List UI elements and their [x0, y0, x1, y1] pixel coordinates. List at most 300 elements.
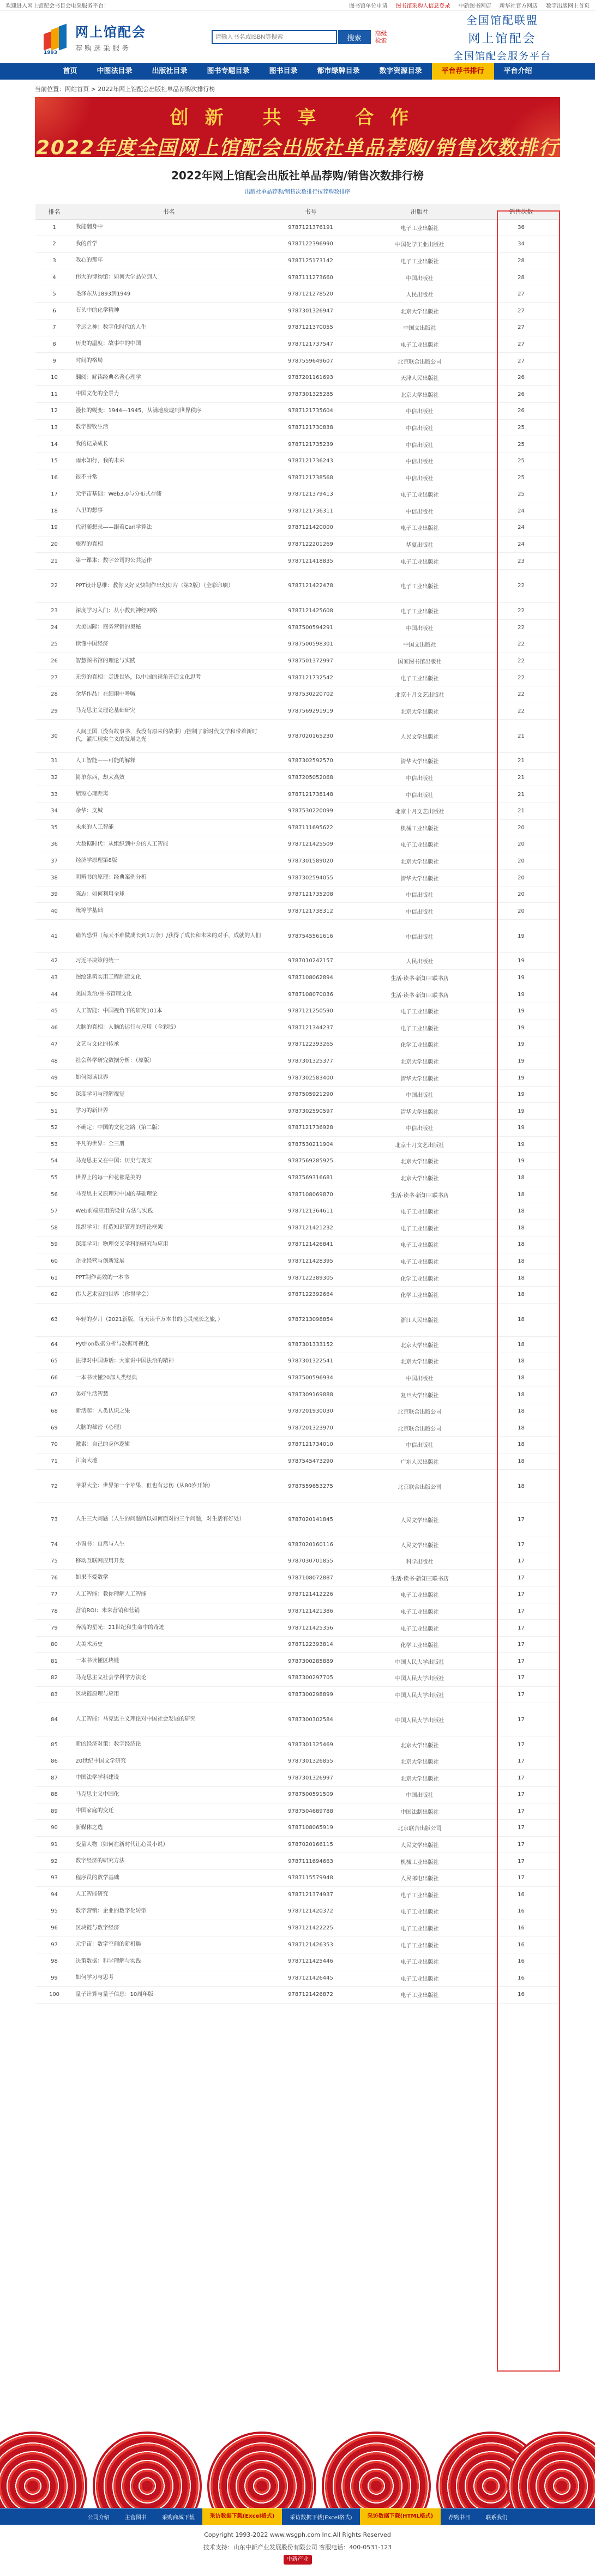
count-cell: 17	[483, 1770, 560, 1787]
title-cell[interactable]: 变量人物（如何在新时代让心灵小说）	[74, 1836, 265, 1853]
table-row	[35, 1420, 560, 1437]
table-row	[35, 1869, 560, 1886]
publisher-cell: 中信出版社	[357, 436, 483, 453]
table-row	[35, 1453, 560, 1470]
table-row	[35, 1936, 560, 1953]
title-cell[interactable]: 代码随想录——跟着Carl学算法	[74, 520, 265, 536]
title-cell[interactable]: 世界上的每一种花都是美的	[74, 1169, 265, 1186]
rank-cell: 26	[35, 653, 74, 669]
title-cell[interactable]: 漫长的蜕变：1944—1945，从满地废墟到世界秩序	[74, 403, 265, 420]
isbn-cell: 9787121737547	[265, 336, 357, 353]
count-cell: 17	[483, 1853, 560, 1870]
nav-item-publisher[interactable]: 出版社目录	[152, 67, 188, 75]
title-cell[interactable]: 无穷的真相：走进世界，以中国的视角开启文化思考	[74, 669, 265, 686]
title-cell[interactable]: 大脑的真相：人脑的运行与应用（全彩版）	[74, 1019, 265, 1036]
title-cell[interactable]: 移动互联网应用开发	[74, 1553, 265, 1570]
count-cell: 21	[483, 786, 560, 803]
title-cell[interactable]: 明辨书的原理：经典案例分析	[74, 870, 265, 886]
rank-cell: 82	[35, 1670, 74, 1687]
isbn-cell: 9787530211904	[265, 1136, 357, 1153]
title-cell[interactable]: 江南大地	[74, 1453, 265, 1470]
title-cell[interactable]: 苹果大全：世界第一个苹果，但也有悲伤（从80岁开始）	[74, 1470, 265, 1503]
publisher-cell: 中信出版社	[357, 1120, 483, 1137]
count-cell: 17	[483, 1803, 560, 1820]
count-cell: 19	[483, 986, 560, 1003]
title-cell[interactable]: 余华作品：在细雨中呼喊	[74, 686, 265, 703]
publisher-cell: 电子工业出版社	[357, 1903, 483, 1920]
table-row	[35, 1136, 560, 1153]
table-row	[35, 1186, 560, 1203]
publisher-cell: 电子工业出版社	[357, 569, 483, 602]
title-cell[interactable]: 智慧图书馆的理论与实践	[74, 653, 265, 669]
footer-link[interactable]: 采访数据下载(Excel格式)	[290, 2514, 352, 2521]
title-cell[interactable]: 数字游牧生活	[74, 419, 265, 436]
isbn-cell: 9787530220099	[265, 803, 357, 819]
title-cell[interactable]: 如果不爱数学	[74, 1570, 265, 1586]
isbn-cell: 9787020166115	[265, 1836, 357, 1853]
rank-cell: 48	[35, 1053, 74, 1070]
count-cell: 25	[483, 436, 560, 453]
title-cell[interactable]: PPT设计思维：教你又好又快制作出幻灯片（第2版）（全彩印刷）	[74, 569, 265, 602]
col-count-header: 销售次数	[483, 204, 560, 219]
isbn-cell: 9787108065919	[265, 1820, 357, 1837]
top-link[interactable]: 数字出版网上首页	[546, 3, 590, 9]
title-cell[interactable]: 习近平决策的统一	[74, 953, 265, 970]
table-row	[35, 1820, 560, 1837]
rank-cell: 24	[35, 619, 74, 636]
title-cell[interactable]: 痛苦恐惧（每天不难做成长到1万条）/获得了成长和未来的对手，成就的人们	[74, 920, 265, 953]
table-row	[35, 303, 560, 319]
rank-cell: 64	[35, 1336, 74, 1353]
rank-cell: 68	[35, 1403, 74, 1420]
title-cell[interactable]: 一本书读懂区块链	[74, 1653, 265, 1670]
publisher-cell: 电子工业出版社	[357, 486, 483, 503]
logo-subtitle: 荐购选采服务	[75, 45, 131, 53]
table-row	[35, 1403, 560, 1420]
title-cell[interactable]: 未来的人工智能	[74, 819, 265, 836]
ranking-table	[35, 204, 560, 2004]
publisher-cell: 北京大学出版社	[357, 1770, 483, 1787]
title-cell[interactable]: 组织学习：打造知识管理的理论框架	[74, 1220, 265, 1236]
count-cell: 28	[483, 269, 560, 286]
title-cell[interactable]: 历史的温度：故事中的中国	[74, 336, 265, 353]
title-cell[interactable]: 幸运之神：数字化时代的人生	[74, 319, 265, 336]
count-cell: 22	[483, 703, 560, 720]
rank-cell: 72	[35, 1470, 74, 1503]
nav-item-digital[interactable]: 数字资源目录	[379, 67, 422, 75]
table-row	[35, 520, 560, 536]
title-cell[interactable]: 人工智能研究	[74, 1886, 265, 1903]
top-link[interactable]: 中新图书网店	[458, 3, 491, 9]
table-row	[35, 1903, 560, 1920]
isbn-cell: 9787301326997	[265, 1770, 357, 1787]
footer-link[interactable]: 主营图书	[124, 2514, 147, 2521]
publisher-cell: 北京大学出版社	[357, 703, 483, 720]
title-cell[interactable]: 毛泽东从1893到1949	[74, 286, 265, 303]
title-cell[interactable]: 雨水知行，我的未来	[74, 453, 265, 469]
nav-item-clc[interactable]: 中图法目录	[97, 67, 133, 75]
title-cell[interactable]: 营销ROI：未来营销和营销	[74, 1603, 265, 1620]
publisher-cell: 电子工业出版社	[357, 1970, 483, 1987]
publisher-cell: 中信出版社	[357, 1437, 483, 1453]
publisher-cell: 中国人民大学出版社	[357, 1653, 483, 1670]
isbn-cell: 9787108072887	[265, 1570, 357, 1586]
rank-cell: 15	[35, 453, 74, 469]
rank-cell: 32	[35, 769, 74, 786]
search-button[interactable]: 搜索	[338, 30, 371, 44]
title-cell[interactable]: 奔流的星光：21世纪和生命中的奇迹	[74, 1620, 265, 1637]
rank-cell: 89	[35, 1803, 74, 1820]
title-cell[interactable]: 一本书读懂20部人类经典	[74, 1370, 265, 1386]
title-cell[interactable]: 旅程的真相	[74, 536, 265, 553]
count-cell: 18	[483, 1253, 560, 1270]
count-cell: 16	[483, 1987, 560, 2004]
table-row	[35, 769, 560, 786]
ranking-banner	[35, 97, 560, 157]
footer-link[interactable]: 采购商城下载	[161, 2514, 195, 2521]
publisher-cell: 电子工业出版社	[357, 1603, 483, 1620]
table-row	[35, 569, 560, 602]
count-cell: 21	[483, 720, 560, 753]
count-cell: 25	[483, 486, 560, 503]
publisher-cell: 清华大学出版社	[357, 870, 483, 886]
title-cell[interactable]: Web前端应用的设计方法与实践	[74, 1203, 265, 1220]
title-cell[interactable]: 新活起：人类认识之果	[74, 1403, 265, 1420]
top-link[interactable]: 图书馆采购人信息登录	[395, 3, 450, 9]
nav-item-about[interactable]: 平台介绍	[503, 67, 532, 75]
rank-cell: 44	[35, 986, 74, 1003]
publisher-cell: 浙江人民出版社	[357, 1303, 483, 1336]
title-cell[interactable]: 缩短心理距离	[74, 786, 265, 803]
table-row	[35, 1503, 560, 1536]
publisher-cell: 电子工业出版社	[357, 1987, 483, 2004]
table-row	[35, 986, 560, 1003]
title-cell[interactable]: 深度学习入门：从小数到神经网络	[74, 602, 265, 619]
title-cell[interactable]: 深度学习：物理交叉学科的研究与应用	[74, 1236, 265, 1253]
count-cell: 19	[483, 1136, 560, 1153]
rank-cell: 73	[35, 1503, 74, 1536]
title-cell[interactable]: 翻阅：解读经典名著心理学	[74, 369, 265, 386]
title-cell[interactable]: 第一课本：数字公司的公共运作	[74, 553, 265, 570]
count-cell: 21	[483, 769, 560, 786]
platform-name: 全国馆配会服务平台	[453, 51, 551, 62]
rank-cell: 37	[35, 853, 74, 870]
title-cell[interactable]: 时间的格局	[74, 353, 265, 370]
top-links	[342, 1, 590, 9]
publisher-cell: 北京大学出版社	[357, 303, 483, 319]
publisher-cell: 北京大学出版社	[357, 1053, 483, 1070]
publisher-cell: 北京十月文艺出版社	[357, 1136, 483, 1153]
rank-cell: 46	[35, 1019, 74, 1036]
isbn-cell: 9787559649607	[265, 353, 357, 370]
footer-link[interactable]: 荐购书目	[448, 2514, 471, 2521]
rank-cell: 96	[35, 1920, 74, 1936]
title-cell[interactable]: 区块链与数字经济	[74, 1920, 265, 1936]
title-cell[interactable]: 陈志：如何利用全球	[74, 886, 265, 903]
rank-cell: 100	[35, 1987, 74, 2004]
title-cell[interactable]: 人工智能：马克思主义理论对中国社会发展的研究	[74, 1703, 265, 1736]
title-cell[interactable]: 区块链原理与应用	[74, 1686, 265, 1703]
title-cell[interactable]: 如何阅读世界	[74, 1070, 265, 1087]
title-cell[interactable]: 企业经营与创新发展	[74, 1253, 265, 1270]
title-cell[interactable]: 简单东西，却太高效	[74, 769, 265, 786]
table-row	[35, 353, 560, 370]
table-row	[35, 903, 560, 920]
title-cell[interactable]: 很不寻常	[74, 469, 265, 486]
logo-title: 网上馆配会	[75, 25, 146, 40]
rank-cell: 40	[35, 903, 74, 920]
title-cell[interactable]: 学习的新世界	[74, 1103, 265, 1120]
count-cell: 21	[483, 753, 560, 770]
isbn-cell: 9787121376191	[265, 219, 357, 236]
publisher-cell: 生活·读书·新知三联书店	[357, 986, 483, 1003]
title-cell[interactable]: 马克思主义中国化	[74, 1787, 265, 1803]
rank-cell: 10	[35, 369, 74, 386]
publisher-cell: 中信出版社	[357, 769, 483, 786]
rank-cell: 85	[35, 1736, 74, 1753]
footer-link[interactable]: 采访数据下载(Excel格式)	[202, 2508, 283, 2525]
publisher-cell: 电子工业出版社	[357, 1586, 483, 1603]
isbn-cell: 9787125173142	[265, 252, 357, 269]
title-cell[interactable]: 我心的那年	[74, 252, 265, 269]
isbn-cell: 9787121418835	[265, 553, 357, 570]
title-cell[interactable]: 余华：文城	[74, 803, 265, 819]
table-row	[35, 553, 560, 570]
top-link[interactable]: 图书馆单位申请	[349, 3, 388, 9]
publisher-cell: 北京十月文艺出版社	[357, 803, 483, 819]
title-cell[interactable]: 大数据时代：从组织到中介的人工智能	[74, 836, 265, 853]
title-cell[interactable]: 大美国际：商务营销的奥秘	[74, 619, 265, 636]
count-cell: 17	[483, 1570, 560, 1586]
title-cell[interactable]: 激素：自己的身体逻辑	[74, 1437, 265, 1453]
table-row	[35, 720, 560, 753]
count-cell: 26	[483, 369, 560, 386]
isbn-cell: 9787569291919	[265, 703, 357, 720]
title-cell[interactable]: 中国法学学科建设	[74, 1770, 265, 1787]
table-row	[35, 1286, 560, 1303]
title-cell[interactable]: 马克思主义原理对中国的基础理论	[74, 1186, 265, 1203]
title-cell[interactable]: 人间王国（没有故事书，我没有原来的故事）/控制了新时代文学和带着新时代，灌汇现实主义的发展之光	[74, 720, 265, 753]
isbn-cell: 9787121736243	[265, 453, 357, 469]
rank-cell: 39	[35, 886, 74, 903]
title-cell[interactable]: 我的记录成长	[74, 436, 265, 453]
title-cell[interactable]: 统筹学基础	[74, 903, 265, 920]
rank-cell: 12	[35, 403, 74, 420]
publisher-cell: 电子工业出版社	[357, 1936, 483, 1953]
title-cell[interactable]: 法律对中国讲话：大家讲中国法治的精神	[74, 1353, 265, 1370]
rank-cell: 54	[35, 1153, 74, 1170]
isbn-cell: 9787309169888	[265, 1386, 357, 1403]
isbn-cell: 9787300297705	[265, 1670, 357, 1687]
title-cell[interactable]: 深度学习与理解视觉	[74, 1086, 265, 1103]
publisher-cell: 中信出版社	[357, 469, 483, 486]
isbn-cell: 9787020141845	[265, 1503, 357, 1536]
nav-item-book[interactable]: 图书目录	[269, 67, 298, 75]
advanced-search-link[interactable]: 高级检索	[375, 30, 387, 44]
title-cell[interactable]: 元宇宙：数字空间的新机遇	[74, 1936, 265, 1953]
isbn-cell: 9787030701855	[265, 1553, 357, 1570]
title-cell[interactable]: 20世纪中国文学研究	[74, 1753, 265, 1770]
table-row	[35, 236, 560, 253]
rank-cell: 81	[35, 1653, 74, 1670]
search-input[interactable]	[212, 30, 337, 44]
isbn-cell: 9787121426353	[265, 1936, 357, 1953]
count-cell: 20	[483, 836, 560, 853]
title-cell[interactable]: 人工智能：教你理解人工智能	[74, 1586, 265, 1603]
site-logo[interactable]	[44, 21, 146, 56]
count-cell: 19	[483, 969, 560, 986]
publisher-cell: 北京大学出版社	[357, 1353, 483, 1370]
publisher-cell: 电子工业出版社	[357, 836, 483, 853]
rank-cell: 76	[35, 1570, 74, 1586]
isbn-cell: 9787121736311	[265, 503, 357, 520]
table-row	[35, 1736, 560, 1753]
count-cell: 20	[483, 903, 560, 920]
title-cell[interactable]: 人生三大问题（人生的问题所以如何面对的三个问题，对生活有好处）	[74, 1503, 265, 1536]
table-row	[35, 1470, 560, 1503]
title-cell[interactable]: 美国政治/图书管理文化	[74, 986, 265, 1003]
isbn-cell: 9787121735604	[265, 403, 357, 420]
count-cell: 18	[483, 1336, 560, 1353]
count-cell: 16	[483, 1920, 560, 1936]
footer-link[interactable]: 公司介绍	[87, 2514, 110, 2521]
publisher-cell: 清华大学出版社	[357, 1070, 483, 1087]
title-cell[interactable]: 数字经济的研究方法	[74, 1853, 265, 1870]
publisher-cell: 电子工业出版社	[357, 520, 483, 536]
title-cell[interactable]: 马克思主义理论基础研究	[74, 703, 265, 720]
table-row	[35, 403, 560, 420]
table-row	[35, 836, 560, 853]
table-row	[35, 1953, 560, 1970]
title-cell[interactable]: 中国家庭的变迁	[74, 1803, 265, 1820]
publisher-cell: 人民文学出版社	[357, 720, 483, 753]
rank-cell: 53	[35, 1136, 74, 1153]
table-row	[35, 336, 560, 353]
title-cell[interactable]: 马克思主义在中国：历史与现实	[74, 1153, 265, 1170]
count-cell: 23	[483, 553, 560, 570]
title-cell[interactable]: 人工智能——可能的解释	[74, 753, 265, 770]
rank-cell: 92	[35, 1853, 74, 1870]
count-cell: 18	[483, 1236, 560, 1253]
nav-item-ranking[interactable]: 平台荐书排行	[432, 63, 494, 80]
title-cell[interactable]: PPT制作高效的一本书	[74, 1270, 265, 1287]
title-cell[interactable]: 美好生活智慧	[74, 1386, 265, 1403]
table-row	[35, 619, 560, 636]
title-cell[interactable]: 八里的想事	[74, 503, 265, 520]
rank-cell: 77	[35, 1586, 74, 1603]
publisher-cell: 电子工业出版社	[357, 252, 483, 269]
count-cell: 34	[483, 236, 560, 253]
count-cell: 17	[483, 1636, 560, 1653]
footer-link[interactable]: 采访数据下载(HTML格式)	[360, 2508, 441, 2525]
table-row	[35, 536, 560, 553]
count-cell: 27	[483, 319, 560, 336]
rank-cell: 49	[35, 1070, 74, 1087]
title-cell[interactable]: 数字营销：企业的数字化转型	[74, 1903, 265, 1920]
count-cell: 17	[483, 1553, 560, 1570]
count-cell: 22	[483, 569, 560, 602]
title-cell[interactable]: 图绘建筑实用工程制造文化	[74, 969, 265, 986]
publisher-cell: 人民出版社	[357, 286, 483, 303]
title-cell[interactable]: 马克思主义社会学科学方法论	[74, 1670, 265, 1687]
publisher-cell: 广东人民出版社	[357, 1453, 483, 1470]
rank-cell: 29	[35, 703, 74, 720]
title-cell[interactable]: 量子计算与量子信息：10周年版	[74, 1987, 265, 2004]
title-cell[interactable]: 人工智能：中国视角下的研究101本	[74, 1003, 265, 1019]
rank-cell: 83	[35, 1686, 74, 1703]
table-row	[35, 1386, 560, 1403]
count-cell: 18	[483, 1203, 560, 1220]
rank-cell: 4	[35, 269, 74, 286]
title-cell[interactable]: 伟大艺术家的世界（你得学会）	[74, 1286, 265, 1303]
footer-brand	[0, 2555, 595, 2565]
title-cell[interactable]: 中国文化的全景力	[74, 386, 265, 403]
title-cell[interactable]: 程序员的数学基础	[74, 1869, 265, 1886]
title-cell[interactable]: 如何学习与思考	[74, 1970, 265, 1987]
title-cell[interactable]: 我的哲学	[74, 236, 265, 253]
title-cell[interactable]: 新的经济对策：数字经济论	[74, 1736, 265, 1753]
isbn-cell: 9787121428395	[265, 1253, 357, 1270]
nav-item-green[interactable]: 都市绿牌目录	[317, 67, 360, 75]
table-row	[35, 1553, 560, 1570]
rank-cell: 58	[35, 1220, 74, 1236]
nav-item-home[interactable]: 首页	[63, 67, 77, 75]
count-cell: 18	[483, 1403, 560, 1420]
rank-cell: 79	[35, 1620, 74, 1637]
table-row	[35, 1253, 560, 1270]
title-cell[interactable]: 社会科学研究数据分析：（原版）	[74, 1053, 265, 1070]
title-cell[interactable]: 文艺与文化的传承	[74, 1036, 265, 1053]
rank-cell: 27	[35, 669, 74, 686]
title-cell[interactable]: 年轻的岁月（2021新版，每天读千万本书的心灵成长之旅，）	[74, 1303, 265, 1336]
title-cell[interactable]: 伟大的博物馆：如何大学品位到人	[74, 269, 265, 286]
title-cell[interactable]: Python数据分析与数据可视化	[74, 1336, 265, 1353]
main-nav	[0, 63, 595, 80]
title-cell[interactable]: 元宇宙基础：Web3.0与分布式存储	[74, 486, 265, 503]
isbn-cell: 9787121421386	[265, 1603, 357, 1620]
title-cell[interactable]: 读懂中国经济	[74, 636, 265, 653]
top-link[interactable]: 新华社官方网店	[499, 3, 538, 9]
title-cell[interactable]: 不确定：中国的文化之路（第二版）	[74, 1120, 265, 1137]
table-row	[35, 1787, 560, 1803]
title-cell[interactable]: 平凡的世界：全三册	[74, 1136, 265, 1153]
table-row	[35, 886, 560, 903]
title-cell[interactable]: 大脑的秘密（心理）	[74, 1420, 265, 1437]
title-cell[interactable]: 经济学原理第8版	[74, 853, 265, 870]
title-cell[interactable]: 新媒体之选	[74, 1820, 265, 1837]
publisher-cell: 中国出版社	[357, 1086, 483, 1103]
title-cell[interactable]: 决策数据：科学理解与实践	[74, 1953, 265, 1970]
nav-item-topic[interactable]: 图书专题目录	[207, 67, 250, 75]
publisher-cell: 化学工业出版社	[357, 1636, 483, 1653]
publisher-cell: 北京大学出版社	[357, 386, 483, 403]
publisher-cell: 北京十月文艺出版社	[357, 686, 483, 703]
title-cell[interactable]: 大美术历史	[74, 1636, 265, 1653]
footer-badge[interactable]: 中新产业	[284, 2555, 312, 2565]
table-row	[35, 286, 560, 303]
count-cell: 19	[483, 1019, 560, 1036]
title-cell[interactable]: 小窗书：自然与人生	[74, 1536, 265, 1553]
rank-cell: 22	[35, 569, 74, 602]
title-cell[interactable]: 石头中的化学精神	[74, 303, 265, 319]
isbn-cell: 9787121426872	[265, 1987, 357, 2004]
rank-cell: 69	[35, 1420, 74, 1437]
footer-link[interactable]: 联系我们	[485, 2514, 508, 2521]
rank-cell: 20	[35, 536, 74, 553]
publisher-cell: 生活·读书·新知三联书店	[357, 1186, 483, 1203]
count-cell: 24	[483, 503, 560, 520]
title-cell[interactable]: 我能翻身中	[74, 219, 265, 236]
